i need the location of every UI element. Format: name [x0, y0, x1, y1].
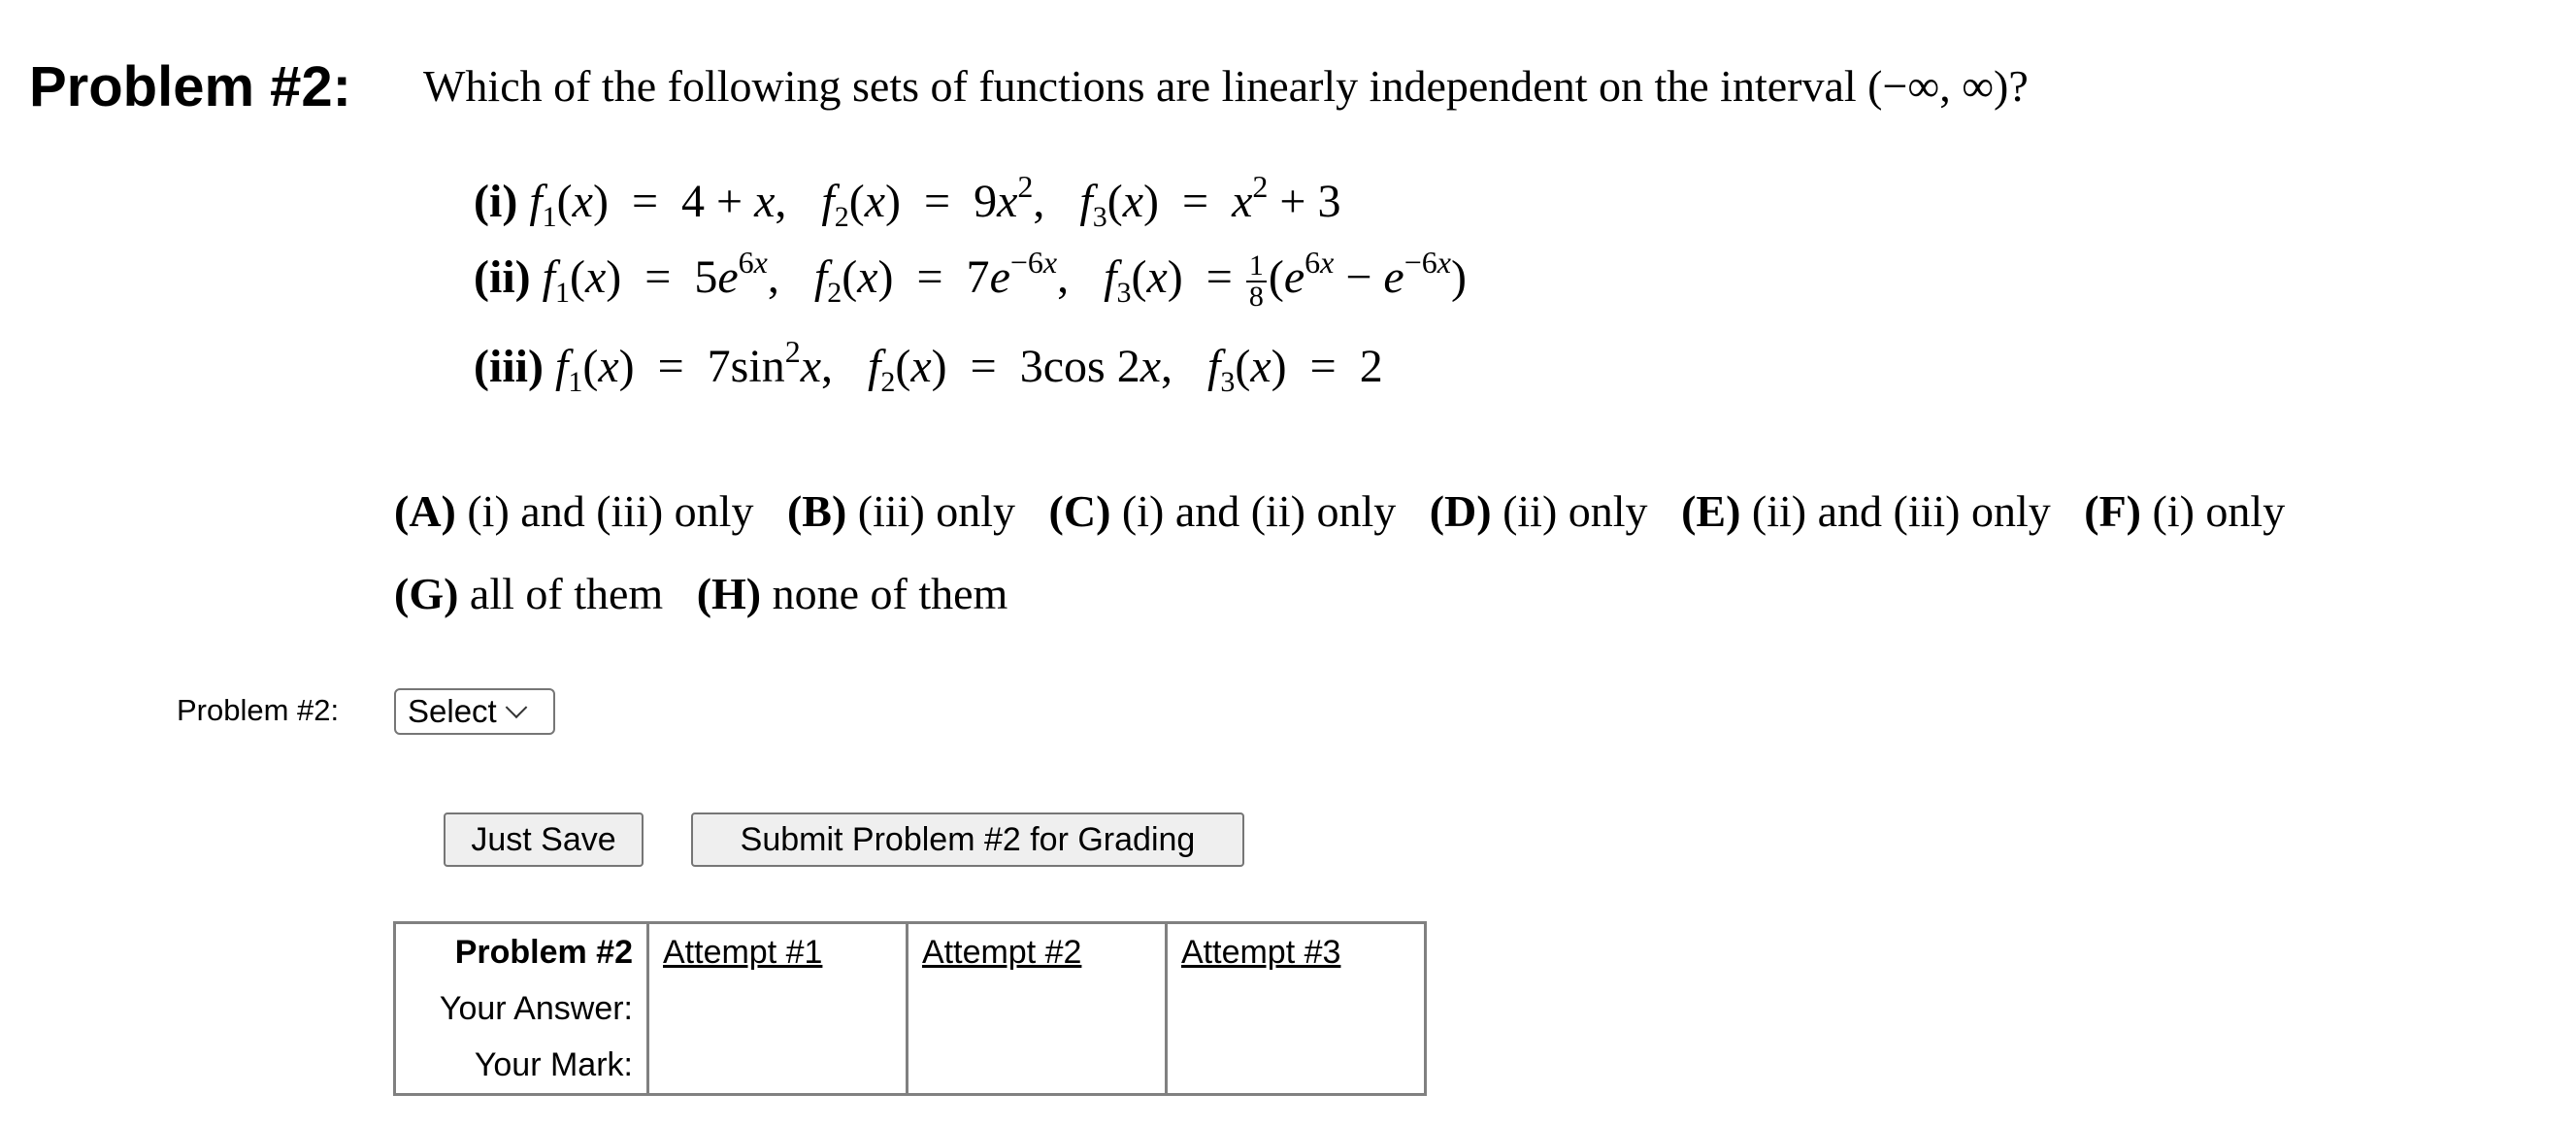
choice-g: (G) all of them	[394, 569, 664, 618]
question-text: Which of the following sets of functions are linearly independent on the interval (−∞, ∞)?	[423, 61, 2029, 111]
choice-b: (B) (iii) only	[786, 486, 1016, 536]
attempt-1-link[interactable]: Attempt #1	[648, 923, 908, 981]
table-header-problem: Problem #2	[454, 933, 633, 971]
function-set-i: (i) $f_1(x) = 4 + x$, $f_2(x) = 9x^2$, $f_3(x) = x^2 + 3$	[474, 169, 1341, 233]
choices-row-1	[394, 485, 2285, 537]
your-mark-label: Your Mark:	[474, 1045, 633, 1083]
set-label-ii: (ii)	[474, 251, 531, 303]
answer-cell-1	[648, 980, 908, 1037]
set-label-iii: (iii)	[474, 341, 544, 392]
choice-f: (F) (i) only	[2084, 486, 2286, 536]
choices-row-2	[394, 568, 1007, 619]
choice-c: (C) (i) and (ii) only	[1048, 486, 1397, 536]
answer-select[interactable]	[394, 688, 555, 735]
your-answer-label: Your Answer:	[439, 989, 633, 1027]
function-set-iii: (iii) $f_1(x) = 7\sin^2x$, $f_2(x) = 3\cos$ 2x, $f_3(x) = 2$	[474, 334, 1383, 398]
answer-cell-2	[908, 980, 1167, 1037]
attempt-3-link[interactable]: Attempt #3	[1167, 923, 1426, 981]
choice-d: (D) (ii) only	[1429, 486, 1648, 536]
function-set-ii: (ii) $f_1(x) = 5e^{6x}$, $f_2(x) = 7e^{-6x}$, $f_3(x)$ = $\frac{1}{8}$ $(e^{6x} - e^{-6x})$	[474, 245, 1467, 313]
answer-select-value: Select	[408, 693, 497, 729]
choice-a: (A) (i) and (iii) only	[394, 486, 754, 536]
attempt-2-link[interactable]: Attempt #2	[908, 923, 1167, 981]
problem-title: Problem #2:	[29, 55, 351, 118]
mark-cell-2	[908, 1037, 1167, 1095]
answer-cell-3	[1167, 980, 1426, 1037]
attempts-table	[393, 921, 1427, 1096]
just-save-button[interactable]: Just Save	[444, 812, 644, 867]
choice-h: (H) none of them	[696, 569, 1008, 618]
mark-cell-1	[648, 1037, 908, 1095]
mark-cell-3	[1167, 1037, 1426, 1095]
submit-grading-button[interactable]: Submit Problem #2 for Grading	[691, 812, 1244, 867]
chevron-down-icon	[505, 696, 527, 718]
answer-label: Problem #2:	[177, 693, 340, 727]
set-label-i: (i)	[474, 176, 518, 227]
choice-e: (E) (ii) and (iii) only	[1681, 486, 2051, 536]
